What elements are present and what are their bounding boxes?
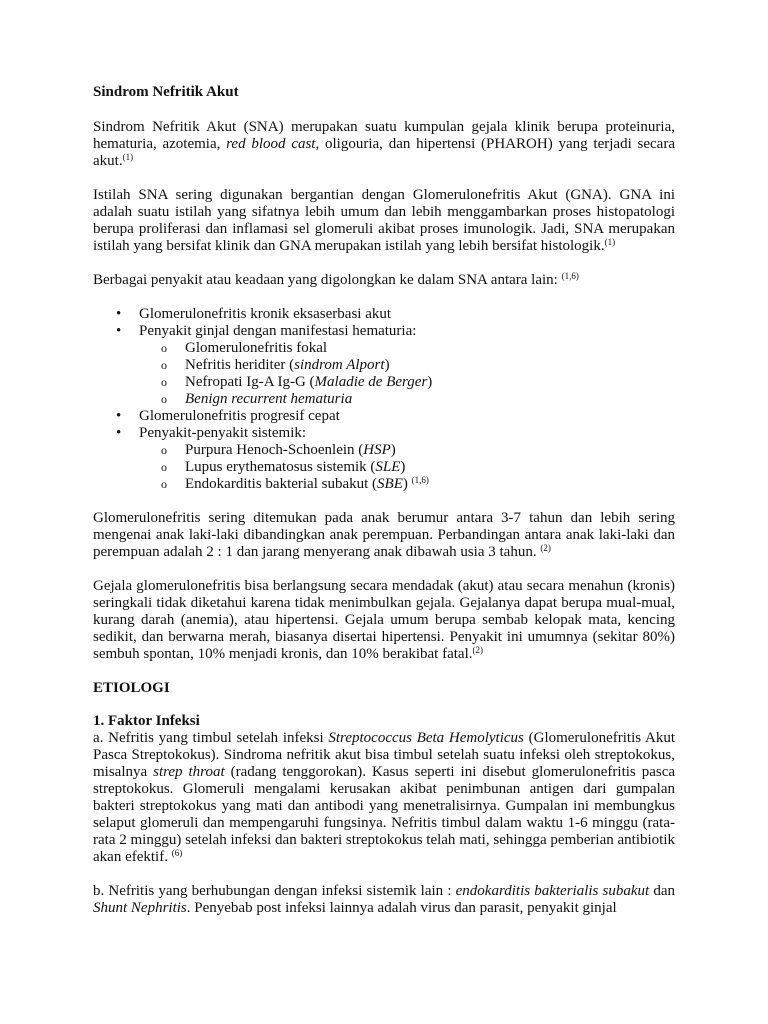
citation-ref: (1,6) — [561, 271, 579, 281]
sub-list-item — [185, 476, 675, 493]
text-run: Sindrom Nefritik Akut (SNA) merupakan suatu kumpulan gejala klinik berupa proteinuria, hematuria, azotemia, — [93, 119, 675, 152]
paragraph-symptoms — [93, 578, 675, 663]
italic-term: sindrom Alport — [294, 357, 385, 373]
list-item-label: Glomerulonefritis fokal — [185, 340, 328, 356]
citation-ref: (2) — [472, 645, 483, 655]
subsection-heading-faktor-infeksi: 1. Faktor Infeksi — [93, 713, 200, 729]
italic-term: Maladie de Berger — [314, 374, 428, 390]
citation-ref: (1) — [122, 152, 134, 162]
text-run: dan — [649, 883, 675, 899]
text-run: Lupus erythematosus sistemik ( — [185, 459, 376, 475]
list-item-label: Glomerulonefritis progresif cepat — [139, 408, 340, 424]
italic-term: endokarditis bakterialis subakut — [455, 883, 650, 899]
list-item-label: Penyakit ginjal dengan manifestasi hematuria: — [139, 323, 417, 339]
section-heading-etiologi: ETIOLOGI — [93, 680, 170, 696]
text-run: b. Nefritis yang berhubungan dengan infeksi sistemik lain : — [93, 883, 456, 899]
list-item-label: Glomerulonefritis kronik eksaserbasi akut — [139, 306, 392, 322]
text-run: (radang tenggorokan). Kasus seperti ini disebut glomerulonefritis pasca streptokokus. Glomeruli mengalami kerusakan akibat penimbunan antigen dari gumpalan bakteri streptokokus yang mati dan antibodi yang menetralisirnya. Gumpalan ini membungkus selaput glomeruli dan mempengaruhi fungsinya. Nefritis timbul dalam waktu 1-6 minggu (rata-rata 2 minggu) setelah infeksi dan bakteri streptokokus telah mati, sehingga pemberian antibiotik akan efektif. — [93, 764, 676, 865]
citation-ref: (2) — [540, 543, 551, 553]
text-run: Nefritis heriditer ( — [185, 357, 295, 373]
text-run: Purpura Henoch-Schoenlein ( — [185, 442, 364, 458]
text-run: Glomerulonefritis sering ditemukan pada anak berumur antara 3-7 tahun dan lebih sering mengenai anak laki-laki dibandingkan anak perempuan. Perbandingan antara anak laki-laki dan perempuan adalah 2 : 1 dan jarang menyerang anak dibawah usia 3 tahun. — [93, 510, 675, 560]
italic-term: red blood cast — [226, 136, 316, 152]
sub-list-item — [185, 442, 675, 459]
text-run: ) — [402, 476, 412, 492]
text-run: a. Nefritis yang timbul setelah infeksi — [93, 730, 329, 746]
sub-list-item — [185, 391, 675, 408]
citation-ref: (1,6) — [411, 475, 429, 485]
italic-term: SLE — [375, 459, 401, 475]
sub-list — [139, 442, 675, 493]
paragraph-definition — [93, 119, 675, 170]
list-item — [139, 323, 675, 408]
list-item-label: Penyakit-penyakit sistemik: — [139, 425, 307, 441]
citation-ref: (6) — [171, 848, 183, 858]
text-run: Berbagai penyakit atau keadaan yang digolongkan ke dalam SNA antara lain: — [93, 272, 562, 288]
text-run: Nefropati Ig-A Ig-G ( — [185, 374, 315, 390]
italic-term: Shunt Nephritis — [93, 900, 187, 916]
text-run: ) — [400, 459, 406, 475]
text-run: Endokarditis bakterial subakut ( — [185, 476, 378, 492]
sub-list — [139, 340, 675, 408]
italic-term: Benign recurrent hematuria — [185, 391, 353, 407]
sub-list-item — [185, 357, 675, 374]
text-run: (Glomerulonefritis Akut Pasca Streptokokus). Sindroma nefritik akut bisa timbul setelah suatu infeksi oleh streptokokus, misalnya — [93, 730, 675, 780]
list-item — [139, 408, 675, 425]
sub-list-item — [185, 459, 675, 476]
paragraph-epidemiology — [93, 510, 675, 561]
text-run: Istilah SNA sering digunakan bergantian dengan Glomerulonefritis Akut (GNA). GNA ini adalah suatu istilah yang sifatnya lebih umum dan lebih menggambarkan proses histopatologi berupa proliferasi dan inflamasi sel glomeruli akibat proses imunologik. Jadi, SNA merupakan istilah yang bersifat klinik dan GNA merupakan istilah yang lebih bersifat histologik. — [93, 187, 675, 254]
text-run: , oligouria, dan hipertensi (PHAROH) yang terjadi secara akut. — [93, 136, 675, 169]
document-page — [93, 84, 675, 917]
paragraph-list-intro — [93, 272, 675, 289]
sub-list-item — [185, 340, 675, 357]
list-item — [139, 306, 675, 323]
paragraph-terminology — [93, 187, 675, 255]
disease-list — [93, 306, 675, 493]
document-title: Sindrom Nefritik Akut — [93, 84, 239, 100]
italic-term: Streptococcus Beta Hemolyticus — [328, 730, 524, 746]
text-run: . Penyebab post infeksi lainnya adalah virus dan parasit, penyakit ginjal — [186, 900, 617, 916]
paragraph-infection-a — [93, 730, 675, 866]
italic-term: SBE — [377, 476, 403, 492]
citation-ref: (1) — [604, 237, 616, 247]
paragraph-infection-b — [93, 883, 675, 917]
list-item — [139, 425, 675, 493]
text-run: ) — [427, 374, 433, 390]
text-run: ) — [384, 357, 390, 373]
italic-term: strep throat — [153, 764, 225, 780]
sub-list-item — [185, 374, 675, 391]
italic-term: HSP — [363, 442, 391, 458]
text-run: ) — [390, 442, 396, 458]
text-run: Gejala glomerulonefritis bisa berlangsung secara mendadak (akut) atau secara menahun (kronis) seringkali tidak diketahui karena tidak menimbulkan gejala. Gejalanya dapat berupa mual-mual, kurang darah (anemia), atau hipertensi. Gejala umum berupa sembab kelopak mata, kencing sedikit, dan berwarna merah, biasanya disertai hipertensi. Penyakit ini umumnya (sekitar 80%) sembuh spontan, 10% menjadi kronis, dan 10% berakibat fatal. — [93, 578, 675, 662]
